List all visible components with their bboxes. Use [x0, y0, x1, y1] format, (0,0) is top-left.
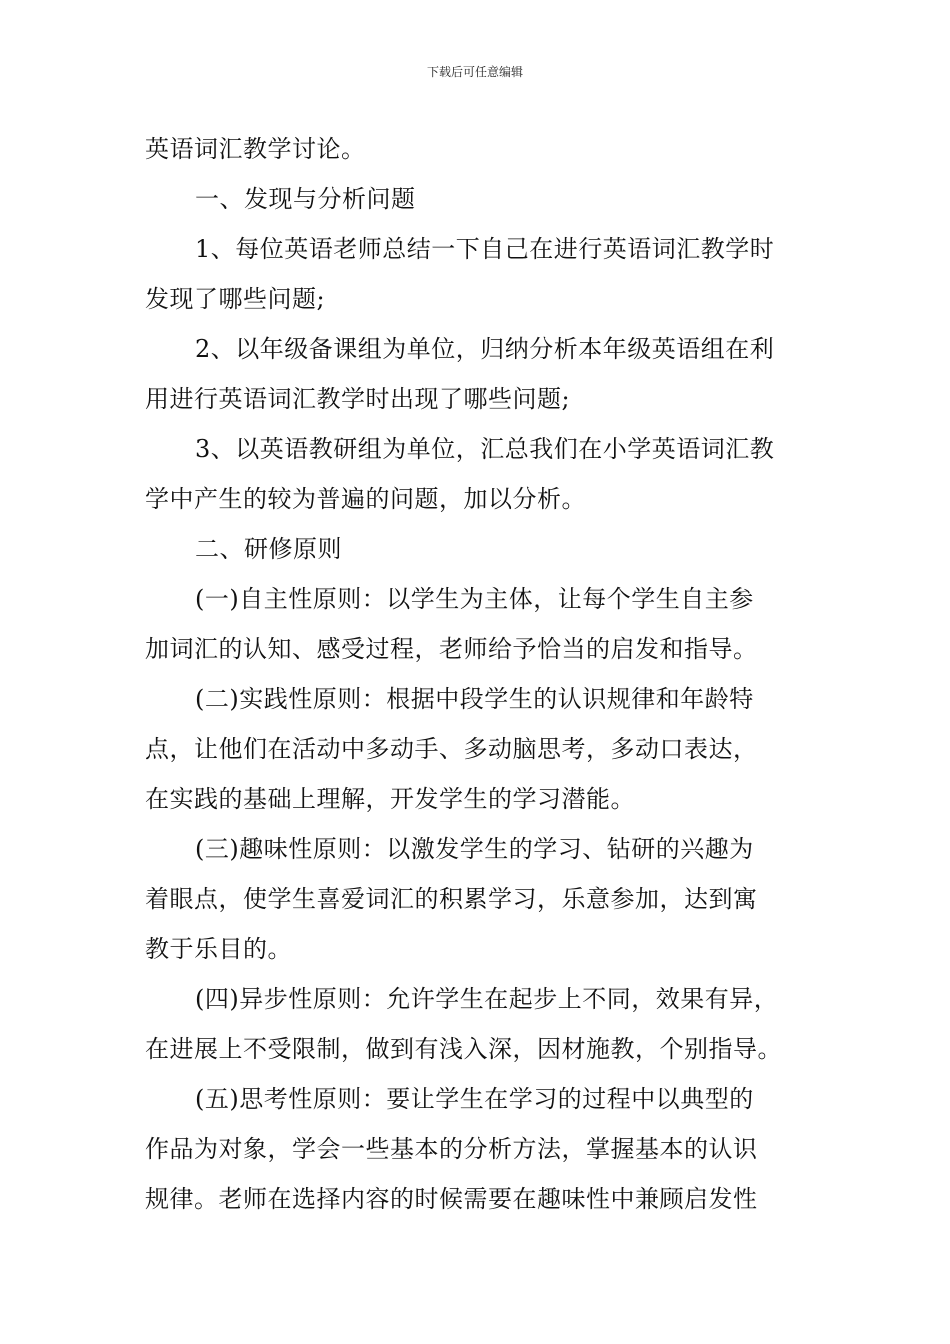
text-line: 在实践的基础上理解，开发学生的学习潜能。: [145, 785, 635, 813]
text-line: 2、以年级备课组为单位，归纳分析本年级英语组在利: [195, 335, 775, 363]
text-line: 着眼点，使学生喜爱词汇的积累学习，乐意参加，达到寓: [145, 885, 758, 913]
section-heading-1: 一、发现与分析问题: [195, 185, 416, 213]
text-line: 用进行英语词汇教学时出现了哪些问题;: [145, 385, 571, 413]
text-line: 教于乐目的。: [145, 935, 292, 963]
text-line: 加词汇的认知、感受过程，老师给予恰当的启发和指导。: [145, 635, 758, 663]
text-line: (一)自主性原则：以学生为主体，让每个学生自主参: [195, 585, 754, 613]
page-header-note: 下载后可任意编辑: [426, 65, 523, 79]
text-line: (二)实践性原则：根据中段学生的认识规律和年龄特: [195, 685, 754, 713]
text-line: (三)趣味性原则：以激发学生的学习、钻研的兴趣为: [195, 835, 754, 863]
text-line: 在进展上不受限制，做到有浅入深，因材施教，个别指导。: [145, 1035, 782, 1063]
text-line: 1、每位英语老师总结一下自己在进行英语词汇教学时: [195, 235, 775, 263]
text-line: 规律。老师在选择内容的时候需要在趣味性中兼顾启发性: [145, 1185, 758, 1213]
text-line: 发现了哪些问题;: [145, 285, 326, 313]
text-line: 点，让他们在活动中多动手、多动脑思考，多动口表达，: [145, 735, 758, 763]
text-line: 学中产生的较为普遍的问题，加以分析。: [145, 485, 586, 513]
text-line: (四)异步性原则：允许学生在起步上不同，效果有异，: [195, 985, 779, 1013]
text-line: 英语词汇教学讨论。: [145, 135, 366, 163]
section-heading-2: 二、研修原则: [195, 535, 342, 563]
text-line: 作品为对象，学会一些基本的分析方法，掌握基本的认识: [145, 1135, 758, 1163]
text-line: 3、以英语教研组为单位，汇总我们在小学英语词汇教: [195, 435, 775, 463]
text-line: (五)思考性原则：要让学生在学习的过程中以典型的: [195, 1085, 754, 1113]
document-body: [145, 124, 810, 1224]
